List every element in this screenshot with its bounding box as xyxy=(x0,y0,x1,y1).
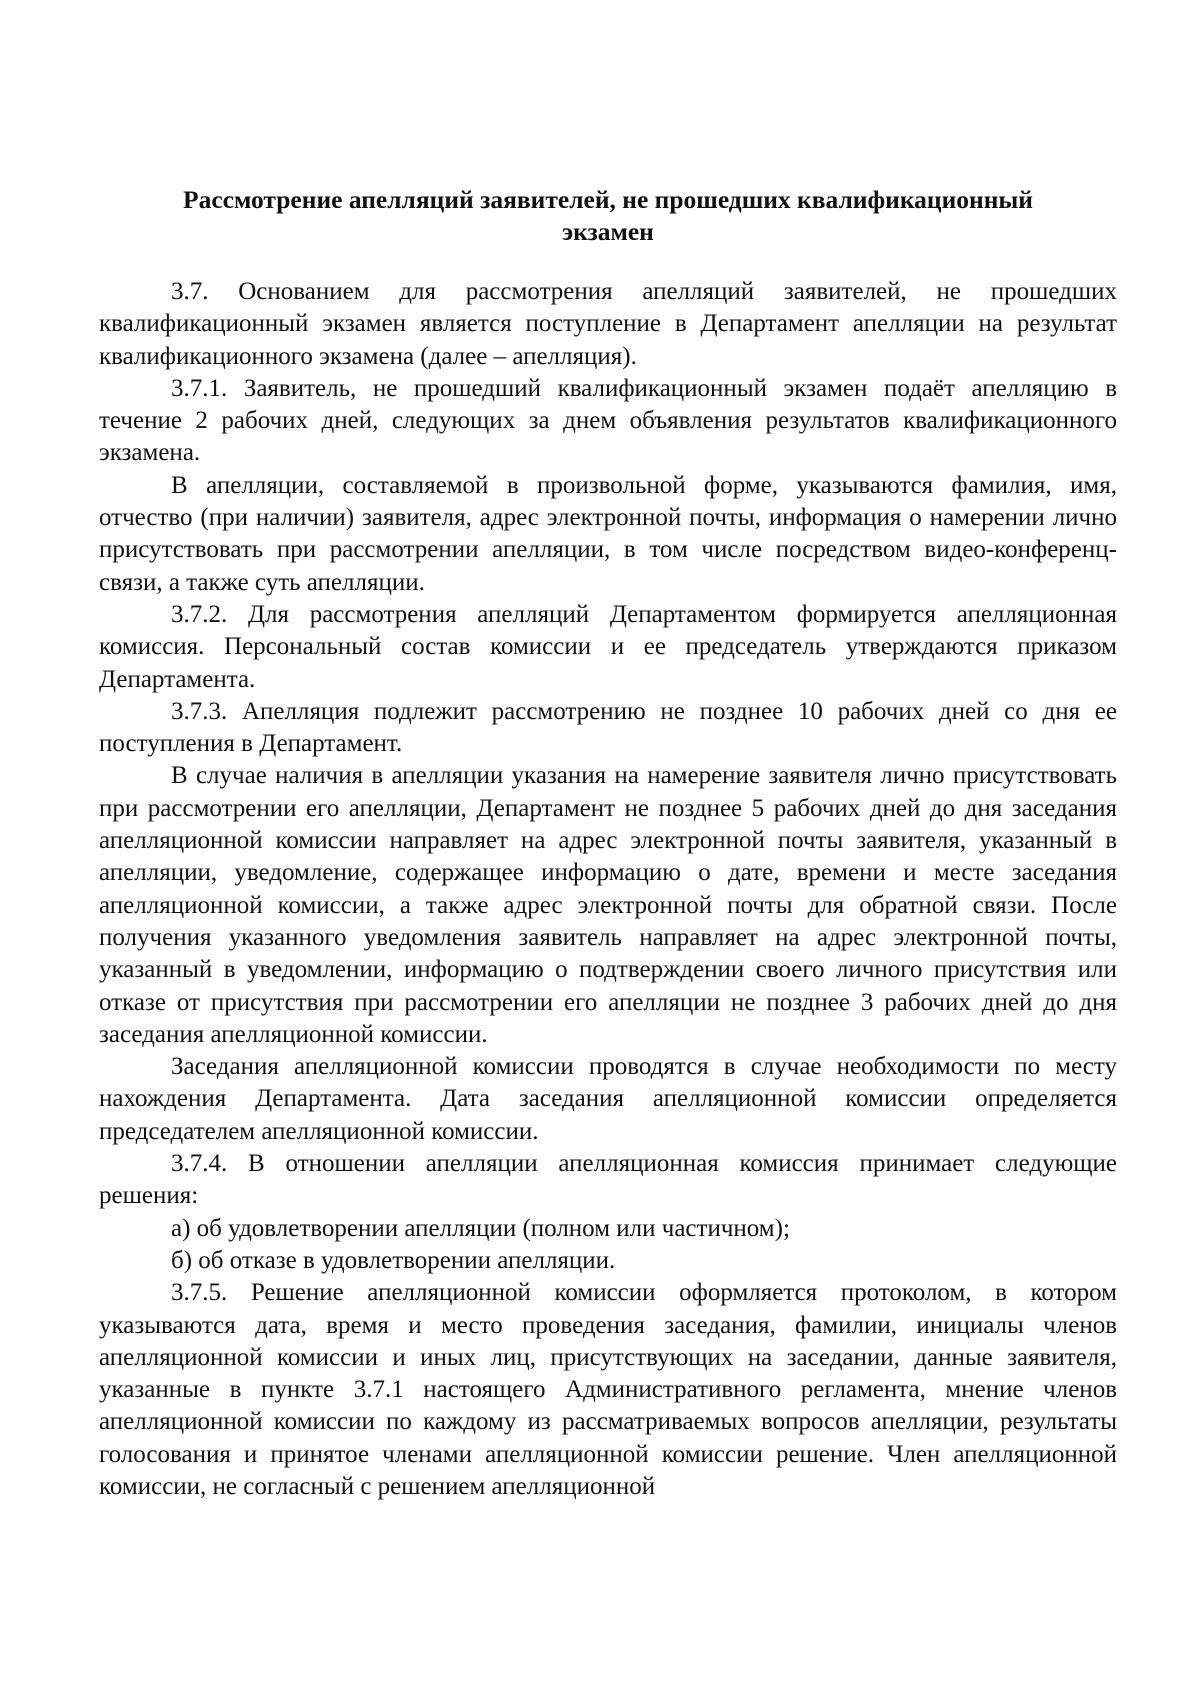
section-title-line: экзамен xyxy=(562,217,654,246)
list-item-b: б) об отказе в удовлетворении апелляции. xyxy=(171,1246,616,1274)
section-title xyxy=(99,184,1117,248)
paragraph-3-7-1: 3.7.1. Заявитель, не прошедший квалификационный экзамен подаёт апелляцию в течение 2 рабочих дней, следующих за днем объявления результатов квалификационного экзамена. xyxy=(99,374,1117,467)
paragraph-commission-meetings: Заседания апелляционной комиссии проводятся в случае необходимости по месту нахождения Департамента. Дата заседания апелляционной комиссии определяется председателем апелляционной комиссии. xyxy=(99,1053,1117,1145)
paragraph-appeal-contents: В апелляции, составляемой в произвольной форме, указываются фамилия, имя, отчество (при наличии) заявителя, адрес электронной почты, информация о намерении лично присутствовать при рассмотрении апелляции, в том числе посредством видео-конференц-связи, а также суть апелляции. xyxy=(99,471,1117,596)
list-item-a: а) об удовлетворении апелляции (полном или частичном); xyxy=(171,1214,790,1242)
paragraph-3-7-4: 3.7.4. В отношении апелляции апелляционная комиссия принимает следующие решения: xyxy=(99,1150,1117,1210)
paragraph-personal-presence: В случае наличия в апелляции указания на намерение заявителя лично присутствовать при рассмотрении его апелляции, Департамент не позднее 5 рабочих дней до дня заседания апелляционной комиссии направляет на адрес электронной почты заявителя, указанный в апелляции, уведомление, содержащее информацию о дате, времени и месте заседания апелляционной комиссии, а также адрес электронной почты для обратной связи. После получения указанного уведомления заявитель направляет на адрес электронной почты, указанный в уведомлении, информацию о подтверждении своего личного присутствия или отказе от присутствия при рассмотрении его апелляции не позднее 3 рабочих дней до дня заседания апелляционной комиссии. xyxy=(99,762,1117,1048)
paragraph-3-7-3: 3.7.3. Апелляция подлежит рассмотрению не позднее 10 рабочих дней со дня ее поступления в Департамент. xyxy=(99,697,1117,758)
section-title-line: Рассмотрение апелляций заявителей, не прошедших квалификационный xyxy=(183,185,1033,214)
paragraph-3-7-2: 3.7.2. Для рассмотрения апелляций Департаментом формируется апелляционная комиссия. Персональный состав комиссии и ее председатель утверждаются приказом Департамента. xyxy=(99,600,1117,693)
paragraph-3-7-5: 3.7.5. Решение апелляционной комиссии оформляется протоколом, в котором указываются дата, время и место проведения заседания, фамилии, инициалы членов апелляционной комиссии и иных лиц, присутствующих на заседании, данные заявителя, указанные в пункте 3.7.1 настоящего Административного регламента, мнение членов апелляционной комиссии по каждому из рассматриваемых вопросов апелляции, результаты голосования и принятое членами апелляционной комиссии решение. Член апелляционной комиссии, не согласный с решением апелляционной xyxy=(99,1279,1117,1500)
paragraph-3-7: 3.7. Основанием для рассмотрения апелляций заявителей, не прошедших квалификационный экзамен является поступление в Департамент апелляции на результат квалификационного экзамена (далее – апелляция). xyxy=(99,278,1117,370)
document-body xyxy=(99,184,1117,1503)
